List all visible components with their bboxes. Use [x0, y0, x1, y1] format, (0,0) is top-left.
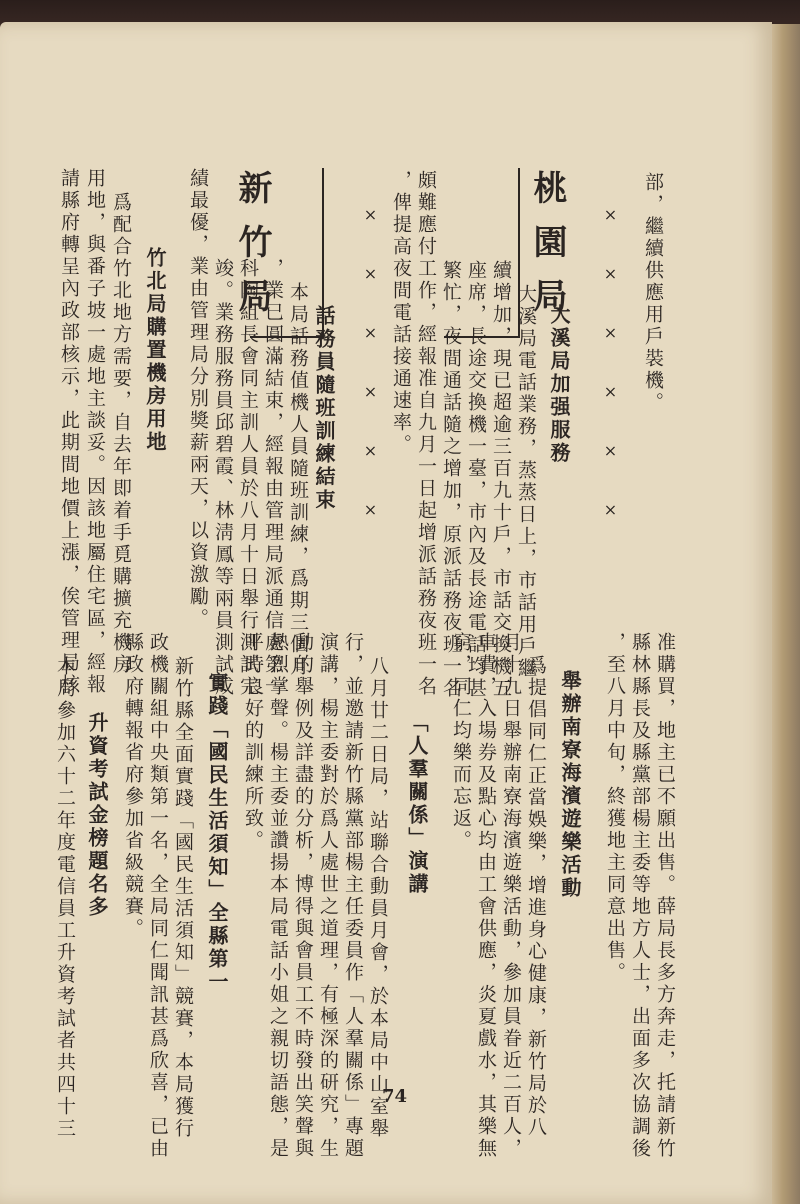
separator-marks-2: ××××××: [361, 205, 380, 559]
article-line: 科陶組長會同主訓人員於八月十日舉行測試完: [237, 258, 259, 698]
article-line: 新竹縣全面實踐「國民生活須知」競賽，本局獲行: [172, 656, 194, 1140]
article-line: ，俾提高夜間電話接通速率。: [390, 170, 412, 456]
headline-exam: 升資考試金榜題名多: [85, 712, 109, 919]
page-number: 74: [382, 1086, 408, 1107]
article-line: 八月廿二日局，站聯合動員月會，於本局中山室舉: [367, 656, 389, 1140]
article-line: 爲配合竹北地方需要，自去年即着手覓購擴充機房: [110, 192, 132, 676]
headline-training: 話務員隨班訓練結束: [312, 305, 336, 512]
headline-daxi: 大溪局加强服務: [547, 304, 571, 465]
article-line: 座席，長途交換機一臺，市內及長途電話均甚: [465, 260, 487, 700]
article-line: 用地，與番子坡一處地主談妥。因該地屬住宅區，經報: [84, 168, 106, 696]
article-line: 准購買，地主已不願出售。薛局長多方奔走，托請新竹: [654, 632, 676, 1160]
article-line: 平時良好的訓練所致。: [242, 632, 264, 852]
article-line: 月十九日舉辦南寮海濱遊樂活動，參加員眷近二百人，: [500, 632, 522, 1160]
article-line: 績最優，業由管理局分別獎薪兩天，以資激勵。: [187, 168, 209, 630]
article-line: 本局話務值機人員隨班訓練，爲期三個月: [287, 282, 309, 678]
article-line: 車費，入場券及點心均由工會供應，炎夏戲水，其樂無: [475, 632, 497, 1160]
section-title-hsinchu: 新竹局: [232, 170, 272, 332]
article-line: 縣政府轉報省府參加省級競賽。: [122, 632, 144, 940]
article-line: 窮，同仁均樂而忘返。: [450, 632, 472, 852]
headline-nanliao: 舉辦南寮海濱遊樂活動: [558, 670, 582, 900]
article-line: ，至八月中旬，終獲地主同意出售。: [604, 632, 626, 984]
article-line: 本局參加六十二年度電信員工升資考試者共四十三: [54, 656, 76, 1140]
headline-lecture: 「人羣關係」演講: [405, 712, 429, 896]
article-line: 政機關組中央類第一名，全局同仁聞訊甚爲欣喜，已由: [147, 632, 169, 1160]
article-line: 行，並邀請新竹縣黨部楊主任委員作「人羣關係」專題: [342, 632, 364, 1160]
headline-contest: 實踐「國民生活須知」全縣第一: [205, 672, 229, 994]
article-line: 請縣府轉呈內政部核示，此期間地價上漲，俟管理局核: [58, 168, 80, 696]
article-line: 繁忙，夜間通話隨之增加，原派話務夜班一名: [440, 260, 462, 700]
headline-land: 竹北局購置機房用地: [143, 247, 167, 454]
article-line: 續增加，現已超逾三百九十戶，市話交換機五: [490, 260, 512, 700]
article-line: 竣。業務服務員邱碧霞、林淸鳳等兩員測試成: [212, 258, 234, 698]
separator-marks: ××××××: [601, 205, 620, 559]
article-line: 演講，楊主委對於爲人處世之道理，有極深的研究，生: [317, 632, 339, 1160]
article-line: ，業已圓滿結束，經報由管理局派通信處第一: [262, 258, 284, 698]
continued-text: 部，繼續供應用戶裝機。: [642, 172, 664, 414]
article-line: 熱烈掌聲。楊主委並讚揚本局電話小姐之親切語態，是: [267, 632, 289, 1160]
article-line: 縣林縣長及縣黨部楊主委等地方人士，出面多次協調後: [629, 632, 651, 1160]
article-line: 大溪局電話業務，蒸蒸日上，市話用戶繼: [515, 284, 537, 680]
section-title-taoyuan: 桃園局: [527, 170, 567, 332]
article-line: 頗難應付工作，經報准自九月一日起增派話務夜班一名: [415, 170, 437, 698]
page-stack-edge: [772, 24, 800, 1204]
article-line: 動的舉例及詳盡的分析，博得與會員工不時發出笑聲與: [292, 632, 314, 1160]
article-line: 爲提倡同仁正當娛樂，增進身心健康，新竹局於八: [525, 655, 547, 1139]
